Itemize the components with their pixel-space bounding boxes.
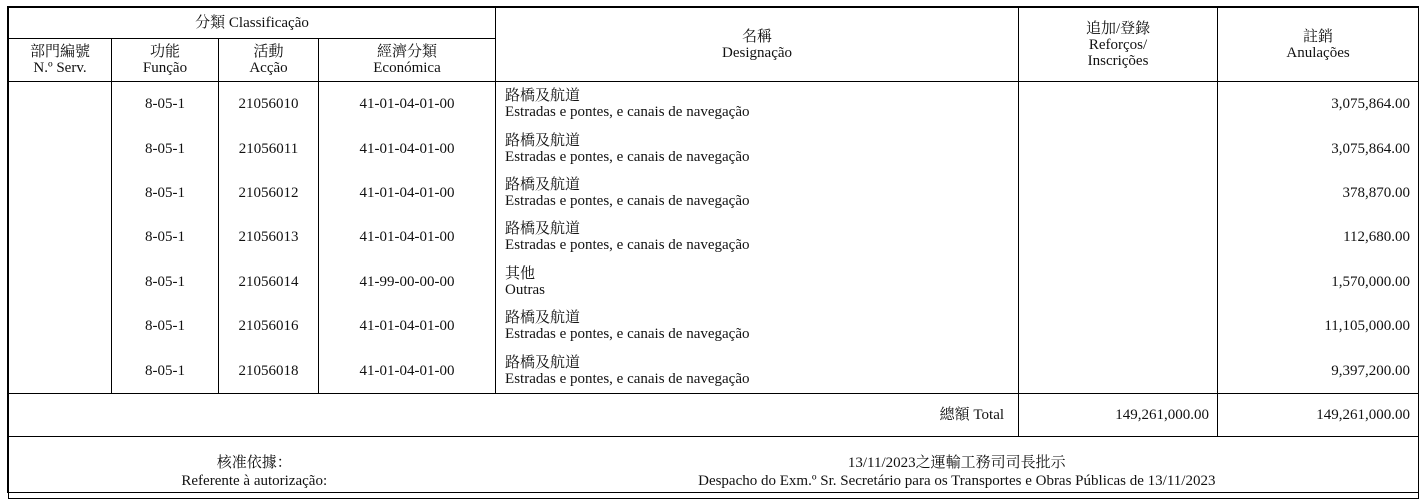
annulment-cell: 9,397,200.00 xyxy=(1218,348,1419,393)
designation-zh: 其他 xyxy=(505,265,536,282)
function-cell: 8-05-1 xyxy=(112,215,219,259)
economic-cell: 41-99-00-00-00 xyxy=(319,260,496,304)
service-cell xyxy=(9,348,112,393)
designation-cell xyxy=(496,82,1019,127)
budget-table-document xyxy=(7,6,1419,493)
function-cell: 8-05-1 xyxy=(112,82,219,127)
table-row xyxy=(9,260,1419,304)
service-cell xyxy=(9,82,112,127)
reinforcement-cell xyxy=(1019,348,1218,393)
reinforcement-cell xyxy=(1019,82,1218,127)
total-reinforcements: 149,261,000.00 xyxy=(1019,393,1218,436)
service-cell xyxy=(9,304,112,348)
table-row xyxy=(9,171,1419,215)
economic-cell: 41-01-04-01-00 xyxy=(319,304,496,348)
designation-zh: 路橋及航道 xyxy=(505,88,581,105)
table-row xyxy=(9,82,1419,127)
designation-zh: 路橋及航道 xyxy=(505,310,581,327)
designation-zh: 路橋及航道 xyxy=(505,221,581,238)
function-cell: 8-05-1 xyxy=(112,126,219,170)
designation-zh: 路橋及航道 xyxy=(505,354,581,371)
table-body xyxy=(9,82,1419,394)
designation-zh: 路橋及航道 xyxy=(505,132,581,149)
designation-cell xyxy=(496,171,1019,215)
authorization-dispatch: 13/11/2023之運輸工務司司長批示 Despacho do Exm.º Sr. Secretário para os Transportes e Obras Públicas de 13/11/2023 xyxy=(496,436,1419,498)
action-cell: 21056013 xyxy=(219,215,319,259)
economic-cell: 41-01-04-01-00 xyxy=(319,215,496,259)
annulment-cell: 378,870.00 xyxy=(1218,171,1419,215)
economic-cell: 41-01-04-01-00 xyxy=(319,348,496,393)
service-cell xyxy=(9,126,112,170)
annulment-cell: 3,075,864.00 xyxy=(1218,126,1419,170)
annulment-cell: 11,105,000.00 xyxy=(1218,304,1419,348)
designation-cell xyxy=(496,126,1019,170)
budget-table xyxy=(8,7,1419,499)
annulments-header: 註銷 Anulações xyxy=(1218,8,1419,82)
function-cell: 8-05-1 xyxy=(112,171,219,215)
designation-cell xyxy=(496,304,1019,348)
reinforcement-cell xyxy=(1019,260,1218,304)
table-row xyxy=(9,215,1419,259)
action-cell: 21056014 xyxy=(219,260,319,304)
action-header: 活動 Acção xyxy=(219,39,319,82)
total-annulments: 149,261,000.00 xyxy=(1218,393,1419,436)
designation-pt: Estradas e pontes, e canais de navegação xyxy=(505,192,750,209)
authorization-label: 核准依據： Referente à autorização: xyxy=(9,436,496,498)
designation-pt: Estradas e pontes, e canais de navegação xyxy=(505,104,750,121)
classification-header: 分類 Classificação xyxy=(9,8,496,39)
function-cell: 8-05-1 xyxy=(112,348,219,393)
action-cell: 21056010 xyxy=(219,82,319,127)
table-row xyxy=(9,348,1419,393)
function-cell: 8-05-1 xyxy=(112,304,219,348)
designation-pt: Estradas e pontes, e canais de navegação xyxy=(505,148,750,165)
economic-cell: 41-01-04-01-00 xyxy=(319,171,496,215)
designation-pt: Outras xyxy=(505,281,546,298)
total-row xyxy=(9,393,1419,436)
annulment-cell: 112,680.00 xyxy=(1218,215,1419,259)
reinforcement-cell xyxy=(1019,126,1218,170)
designation-cell xyxy=(496,215,1019,259)
economic-cell: 41-01-04-01-00 xyxy=(319,126,496,170)
table-row xyxy=(9,304,1419,348)
service-cell xyxy=(9,171,112,215)
function-header: 功能 Função xyxy=(112,39,219,82)
action-cell: 21056011 xyxy=(219,126,319,170)
designation-pt: Estradas e pontes, e canais de navegação xyxy=(505,237,750,254)
service-cell xyxy=(9,215,112,259)
designation-header: 名稱 Designação xyxy=(496,8,1019,82)
designation-cell xyxy=(496,260,1019,304)
annulment-cell: 3,075,864.00 xyxy=(1218,82,1419,127)
designation-pt: Estradas e pontes, e canais de navegação xyxy=(505,370,750,387)
action-cell: 21056012 xyxy=(219,171,319,215)
service-cell xyxy=(9,260,112,304)
action-cell: 21056016 xyxy=(219,304,319,348)
table-row xyxy=(9,126,1419,170)
economic-header: 經濟分類 Económica xyxy=(319,39,496,82)
authorization-footer xyxy=(9,436,1419,498)
function-cell: 8-05-1 xyxy=(112,260,219,304)
reinforcement-cell xyxy=(1019,215,1218,259)
total-label: 總額 Total xyxy=(9,393,1019,436)
annulment-cell: 1,570,000.00 xyxy=(1218,260,1419,304)
designation-zh: 路橋及航道 xyxy=(505,176,581,193)
economic-cell: 41-01-04-01-00 xyxy=(319,82,496,127)
action-cell: 21056018 xyxy=(219,348,319,393)
reinforcement-cell xyxy=(1019,304,1218,348)
designation-cell xyxy=(496,348,1019,393)
reinforcements-header: 追加/登錄 Reforços/ Inscrições xyxy=(1019,8,1218,82)
reinforcement-cell xyxy=(1019,171,1218,215)
service-header: 部門編號 N.º Serv. xyxy=(9,39,112,82)
designation-pt: Estradas e pontes, e canais de navegação xyxy=(505,326,750,343)
